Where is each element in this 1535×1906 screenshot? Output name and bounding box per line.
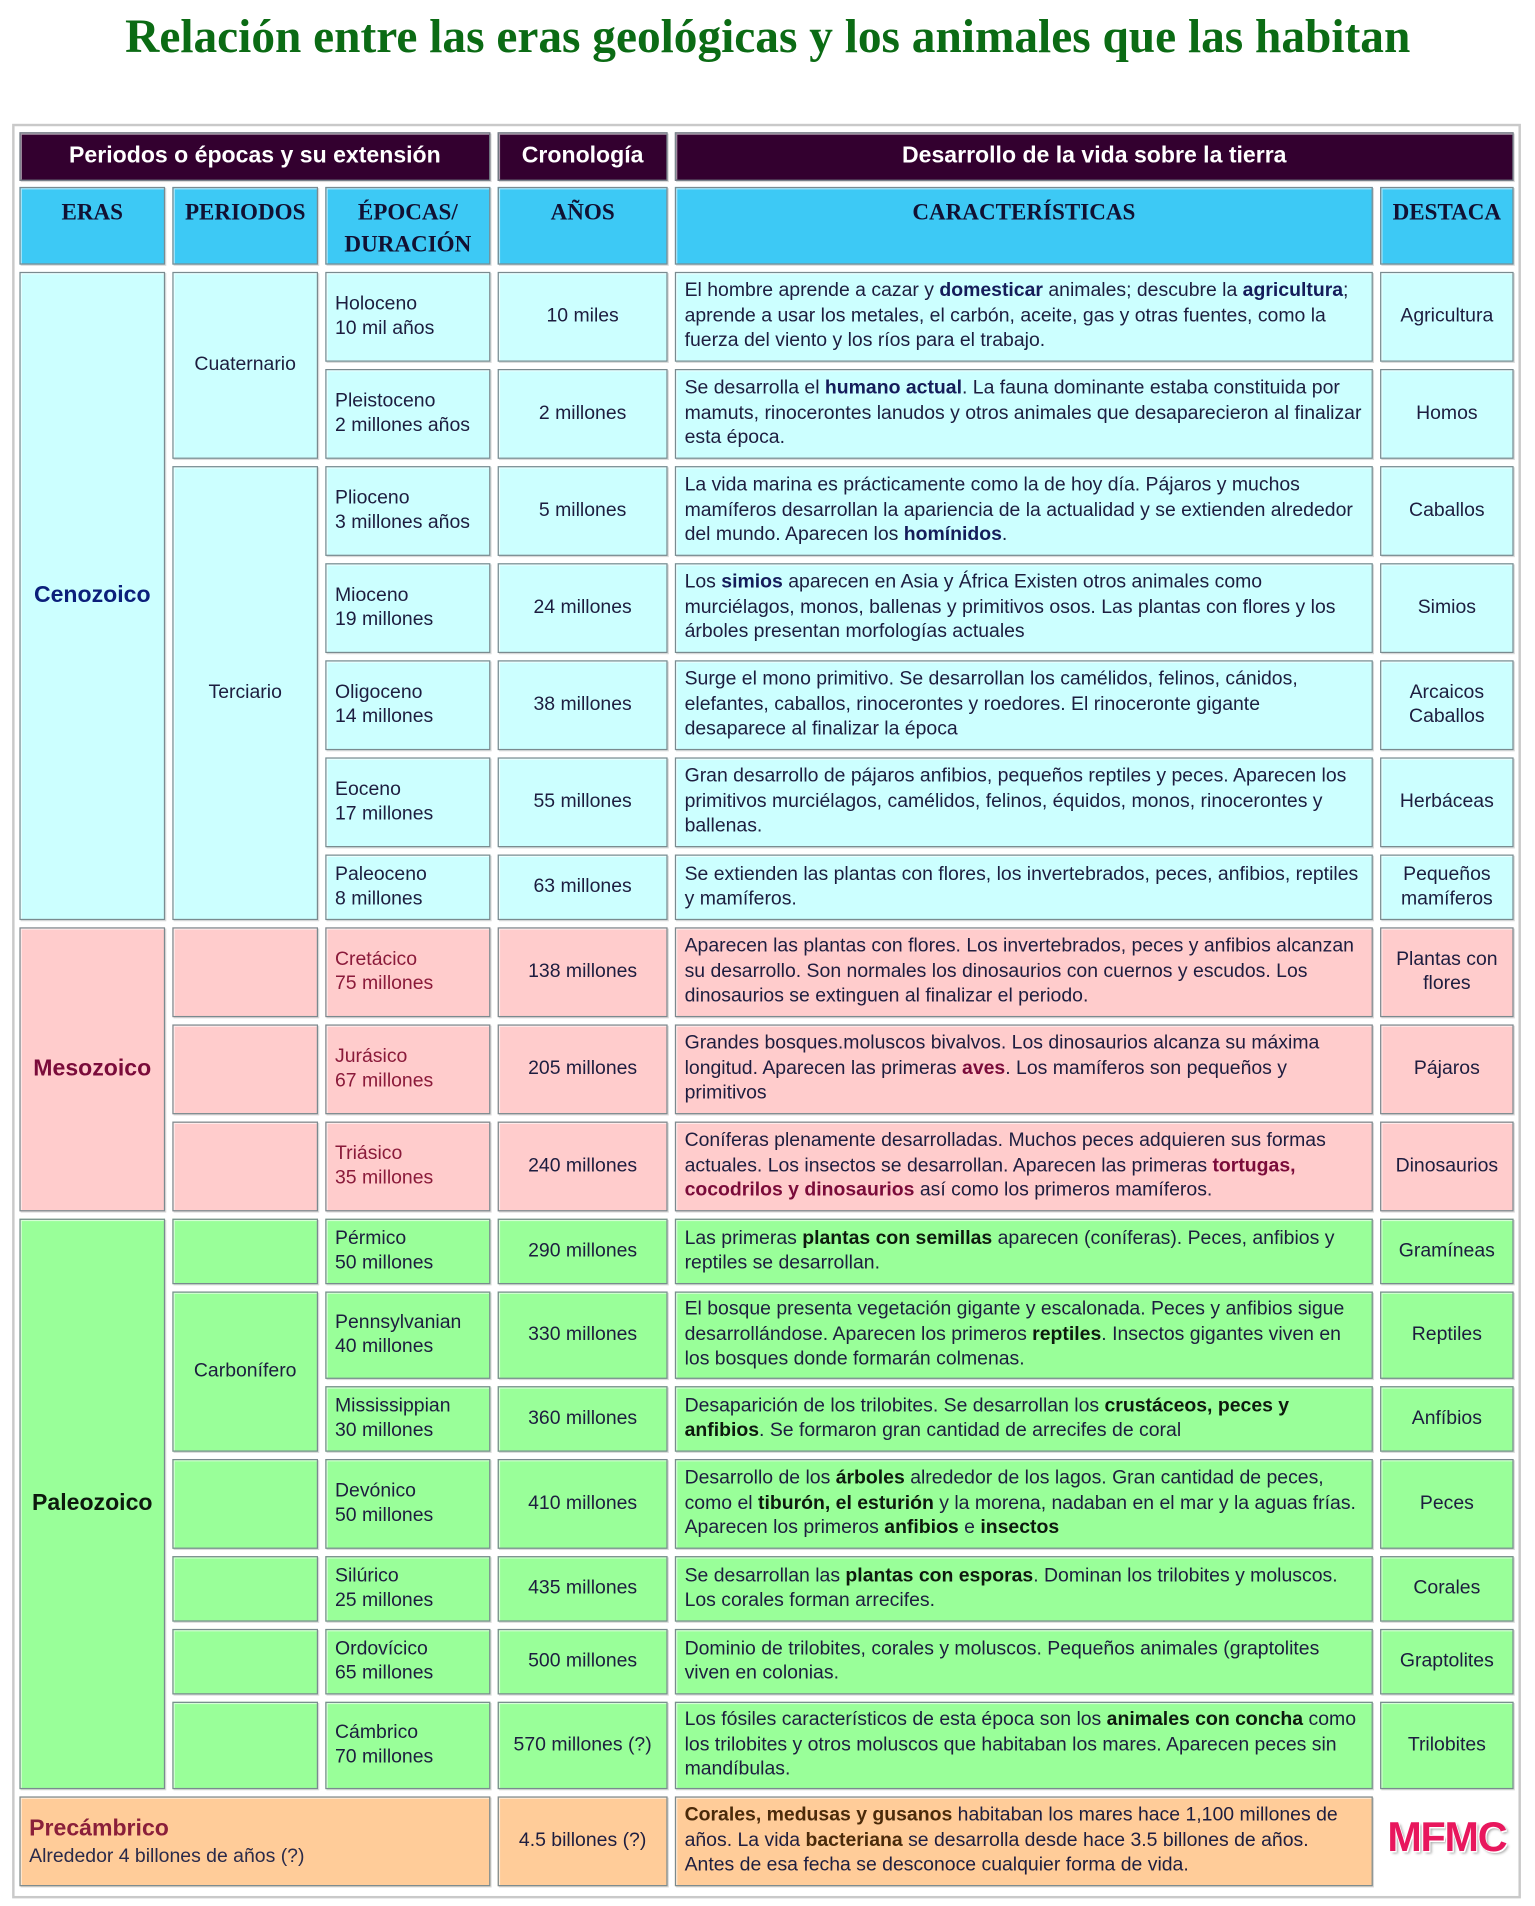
description-text: Se extienden las plantas con flores, los invertebrados, peces, anfibios, reptiles y mamíferos. (684, 863, 1359, 910)
epoch-text (335, 389, 470, 439)
epoch-text (335, 862, 427, 912)
years-cell: 38 millones (498, 660, 668, 750)
epoch-cell (325, 1556, 490, 1622)
epoch-duration: 50 millones (335, 1505, 434, 1526)
description-cell (675, 1291, 1373, 1378)
epoch-duration: 40 millones (335, 1336, 434, 1358)
destaca-cell: Pequeños mamíferos (1380, 855, 1514, 921)
destaca-cell: Plantas con flores (1380, 927, 1514, 1017)
epoch-text (335, 1479, 433, 1529)
destaca-cell: Caballos (1380, 466, 1514, 556)
description-text: La vida marina es prácticamente como la de hoy día. Pájaros y muchos mamíferos desarrollan la apariencia de la actualidad y se extienden alrededor del mundo. Aparecen los homínidos. (684, 474, 1353, 546)
era-mesozoico: Mesozoico (19, 927, 165, 1211)
epoch-duration: 2 millones años (335, 415, 470, 436)
description-cell (675, 1219, 1373, 1285)
description-text: Grandes bosques.moluscos bivalvos. Los dinosaurios alcanza su máxima longitud. Aparecen las primeras aves. Los mamíferos son pequeños y primitivos (684, 1033, 1320, 1104)
page-title: Relación entre las eras geológicas y los animales que las habitan (125, 10, 1411, 64)
epoch-duration: 25 millones (335, 1590, 434, 1611)
description-cell (675, 927, 1373, 1017)
epoch-duration: 35 millones (335, 1167, 434, 1189)
period-empty (172, 1702, 318, 1789)
epoch-name: Mioceno (335, 584, 409, 606)
epoch-text (335, 1637, 433, 1687)
logo-text: MFMC (1387, 1814, 1507, 1861)
destaca-cell: Dinosaurios (1380, 1122, 1514, 1212)
epoch-name: Ordovícico (335, 1638, 428, 1659)
description-cell (675, 369, 1373, 459)
description-cell (675, 757, 1373, 847)
destaca-cell: Arcaicos Caballos (1380, 660, 1514, 750)
epoch-cell (325, 272, 490, 362)
epoch-name: Devónico (335, 1480, 416, 1501)
header-anos: AÑOS (498, 187, 668, 265)
destaca-cell: Agricultura (1380, 272, 1514, 362)
description-cell (675, 1702, 1373, 1789)
description-cell (675, 1122, 1373, 1212)
description-cell (675, 1556, 1373, 1622)
destaca-cell: Gramíneas (1380, 1219, 1514, 1285)
epoch-text (335, 947, 433, 997)
period-empty (172, 927, 318, 1017)
description-text: Coníferas plenamente desarrolladas. Muchos peces adquieren sus formas actuales. Los insectos se desarrollan. Aparecen las primeras tortugas, cocodrilos y dinosaurios así como los primeros mamíferos. (684, 1130, 1326, 1201)
description-text: Dominio de trilobites, corales y moluscos. Pequeños animales (graptolites viven en colonias. (684, 1638, 1320, 1684)
header-epocas-line1: ÉPOCAS/ (357, 200, 458, 226)
description-text: Gran desarrollo de pájaros anfibios, pequeños reptiles y peces. Aparecen los primitivos murciélagos, camélidos, felinos, équidos, monos, rinocerontes y ballenas. (684, 766, 1347, 837)
epoch-name: Cámbrico (335, 1721, 419, 1743)
epoch-cell (325, 466, 490, 556)
years-cell: 290 millones (498, 1219, 668, 1285)
precambrian-description-text: Corales, medusas y gusanos habitaban los mares hace 1,100 millones de años. La vida bacteriana se desarrolla desde hace 3.5 billones de años. Antes de esa fecha se desconoce cualquier forma de vida. (684, 1805, 1338, 1876)
epoch-name: Holoceno (335, 293, 418, 314)
description-text: Las primeras plantas con semillas aparecen (coníferas). Peces, anfibios y reptiles se desarrollan. (684, 1227, 1335, 1274)
years-cell: 410 millones (498, 1459, 668, 1549)
destaca-cell: Anfíbios (1380, 1386, 1514, 1452)
years-cell: 500 millones (498, 1629, 668, 1695)
epoch-duration: 30 millones (335, 1420, 434, 1441)
description-text: Los simios aparecen en Asia y África Existen otros animales como murciélagos, monos, ballenas y primitivos osos. Las plantas con flores y los árboles presentan morfologías actuales (684, 572, 1336, 643)
years-cell: 330 millones (498, 1291, 668, 1378)
epoch-cell (325, 757, 490, 847)
epoch-cell (325, 1024, 490, 1114)
years-cell: 10 miles (498, 272, 668, 362)
description-cell (675, 272, 1373, 362)
epoch-cell (325, 927, 490, 1017)
epoch-name: Pennsylvanian (335, 1311, 462, 1333)
period-empty (172, 1459, 318, 1549)
precambrian-era (19, 1796, 490, 1886)
epoch-duration: 70 millones (335, 1746, 434, 1768)
header-group-life: Desarrollo de la vida sobre la tierra (675, 132, 1514, 181)
header-epocas-line2: DURACIÓN (344, 231, 472, 258)
header-group-chronology: Cronología (498, 132, 668, 181)
description-text: Se desarrolla el humano actual. La fauna dominante estaba constituida por mamuts, rinocerontes lanudos y otros animales que desaparecieron al finalizar esta época. (684, 377, 1362, 449)
description-cell (675, 1629, 1373, 1695)
description-cell (675, 563, 1373, 653)
years-cell: 2 millones (498, 369, 668, 459)
epoch-cell (325, 563, 490, 653)
epoch-text (335, 1227, 433, 1277)
period-empty (172, 1556, 318, 1622)
destaca-cell: Graptolites (1380, 1629, 1514, 1695)
epoch-text (335, 777, 433, 827)
epoch-text (335, 680, 433, 730)
destaca-cell: Herbáceas (1380, 757, 1514, 847)
years-cell: 240 millones (498, 1122, 668, 1212)
years-cell: 435 millones (498, 1556, 668, 1622)
years-cell: 63 millones (498, 855, 668, 921)
era-cenozoico: Cenozoico (19, 272, 165, 920)
period-empty (172, 1629, 318, 1695)
epoch-cell (325, 1219, 490, 1285)
epoch-duration: 3 millones años (335, 512, 470, 533)
mfmc-logo (1380, 1801, 1514, 1874)
description-text: El bosque presenta vegetación gigante y escalonada. Peces y anfibios sigue desarrollándose. Aparecen los primeros reptiles. Insectos gigantes viven en los bosques donde formarán colmenas. (684, 1299, 1345, 1370)
description-text: Surge el mono primitivo. Se desarrollan los camélidos, felinos, cánidos, elefantes, caballos, rinocerontes y roedores. El rinoceronte gigante desaparece al finalizar la época (684, 669, 1298, 740)
epoch-cell (325, 660, 490, 750)
epoch-cell (325, 1702, 490, 1789)
description-cell (675, 855, 1373, 921)
epoch-text (335, 1310, 461, 1360)
epoch-name: Paleoceno (335, 863, 427, 885)
destaca-cell: Trilobites (1380, 1702, 1514, 1789)
era-paleozoico: Paleozoico (19, 1219, 165, 1789)
epoch-text (335, 1044, 433, 1094)
destaca-cell: Simios (1380, 563, 1514, 653)
epoch-duration: 65 millones (335, 1662, 434, 1684)
header-caracteristicas: CARACTERÍSTICAS (675, 187, 1373, 265)
precambrian-title: Precámbrico (29, 1815, 169, 1842)
destaca-cell: Pájaros (1380, 1024, 1514, 1114)
epoch-name: Pérmico (335, 1227, 407, 1249)
epoch-duration: 8 millones (335, 888, 423, 910)
years-cell: 24 millones (498, 563, 668, 653)
period-empty (172, 1219, 318, 1285)
period-carbonifero: Carbonífero (172, 1291, 318, 1451)
description-cell (675, 1459, 1373, 1549)
description-text: Se desarrollan las plantas con esporas. Dominan los trilobites y moluscos. Los corales forman arrecifes. (684, 1565, 1338, 1611)
header-destaca: DESTACA (1380, 187, 1514, 265)
period-empty (172, 1122, 318, 1212)
epoch-duration: 75 millones (335, 973, 434, 995)
destaca-cell: Peces (1380, 1459, 1514, 1549)
epoch-name: Jurásico (335, 1045, 408, 1067)
epoch-duration: 14 millones (335, 706, 434, 728)
description-cell (675, 466, 1373, 556)
epoch-text (335, 583, 433, 633)
epoch-text (335, 1721, 433, 1771)
epoch-text (335, 1142, 433, 1192)
description-cell (675, 660, 1373, 750)
period-terciario: Terciario (172, 466, 318, 920)
description-text: Desaparición de los trilobites. Se desarrollan los crustáceos, peces y anfibios. Se formaron gran cantidad de arrecifes de coral (684, 1395, 1290, 1441)
description-text: Desarrollo de los árboles alrededor de los lagos. Gran cantidad de peces, como el tiburón, el esturión y la morena, nadaban en el mar y la aguas frías. Aparecen los primeros anfibios e insectos (684, 1467, 1356, 1539)
epoch-name: Eoceno (335, 778, 401, 800)
epoch-name: Silúrico (335, 1565, 399, 1586)
epoch-duration: 19 millones (335, 609, 434, 630)
description-text: Los fósiles característicos de esta época son los animales con concha como los trilobites y otros moluscos que habitaban los mares. Aparecen peces sin mandíbulas. (684, 1709, 1357, 1780)
header-group-periods: Periodos o épocas y su extensión (19, 132, 490, 181)
years-cell: 5 millones (498, 466, 668, 556)
epoch-duration: 50 millones (335, 1252, 434, 1274)
epoch-name: Plioceno (335, 487, 410, 508)
epoch-cell (325, 1386, 490, 1452)
years-cell: 138 millones (498, 927, 668, 1017)
epoch-name: Cretácico (335, 948, 418, 970)
epoch-cell (325, 369, 490, 459)
epoch-text (335, 1564, 433, 1614)
description-cell (675, 1386, 1373, 1452)
precambrian-subtitle: Alrededor 4 billones de años (?) (29, 1845, 305, 1867)
epoch-name: Triásico (335, 1142, 403, 1164)
epoch-cell (325, 1459, 490, 1549)
description-text: Aparecen las plantas con flores. Los invertebrados, peces y anfibios alcanzan su desarrollo. Son normales los dinosaurios con cuernos y escudos. Los dinosaurios se extinguen al finalizar el periodo. (684, 936, 1354, 1007)
description-text: El hombre aprende a cazar y domesticar animales; descubre la agricultura; aprende a usar los metales, el carbón, aceite, gas y otras fuentes, como la fuerza del viento y los ríos para el trabajo. (684, 280, 1349, 352)
header-eras: ERAS (19, 187, 165, 265)
epoch-cell (325, 1122, 490, 1212)
epoch-duration: 17 millones (335, 803, 434, 825)
precambrian-description (675, 1796, 1373, 1886)
header-periodos: PERIODOS (172, 187, 318, 265)
header-epocas (325, 187, 490, 265)
epoch-duration: 67 millones (335, 1070, 434, 1092)
epoch-text (335, 486, 470, 536)
years-cell: 55 millones (498, 757, 668, 847)
period-cuaternario: Cuaternario (172, 272, 318, 459)
epoch-cell (325, 1629, 490, 1695)
years-cell: 360 millones (498, 1386, 668, 1452)
destaca-cell: Homos (1380, 369, 1514, 459)
epoch-name: Oligoceno (335, 681, 423, 703)
precambrian-years: 4.5 billones (?) (498, 1796, 668, 1886)
years-cell: 205 millones (498, 1024, 668, 1114)
epoch-text (335, 1394, 450, 1444)
destaca-cell: Corales (1380, 1556, 1514, 1622)
period-empty (172, 1024, 318, 1114)
description-cell (675, 1024, 1373, 1114)
epoch-cell (325, 1291, 490, 1378)
epoch-name: Mississippian (335, 1395, 451, 1416)
epoch-text (335, 292, 434, 342)
epoch-name: Pleistoceno (335, 390, 436, 411)
epoch-duration: 10 mil años (335, 318, 435, 339)
destaca-cell: Reptiles (1380, 1291, 1514, 1378)
years-cell: 570 millones (?) (498, 1702, 668, 1789)
epoch-cell (325, 855, 490, 921)
